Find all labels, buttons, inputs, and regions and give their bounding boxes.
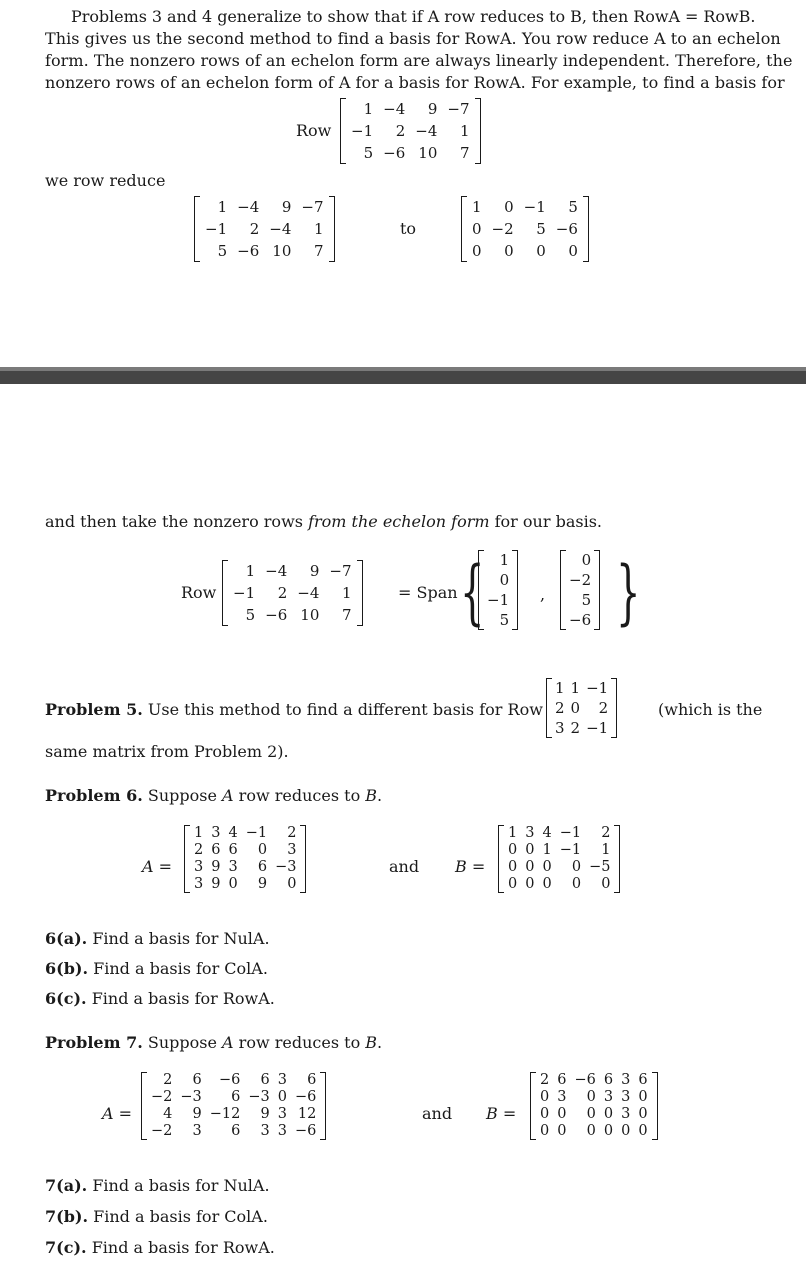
matrix-entry: 0 (472, 220, 482, 238)
original-matrix (194, 196, 335, 262)
matrix-entry: 6 (211, 842, 221, 858)
matrix-entry: 1 (601, 842, 611, 858)
matrix-entry: 1 (459, 122, 470, 140)
intro-line-2: This gives us the second method to find a basis for RowA. You row reduce A to an echelon (45, 29, 781, 48)
matrix-entry: −6 (265, 606, 288, 624)
matrix-entry: 3 (621, 1106, 631, 1122)
matrix-entry: −3 (180, 1089, 202, 1105)
matrix-entry: 6 (638, 1072, 648, 1088)
vector-entry: −2 (569, 571, 592, 589)
matrix-entry: −1 (351, 122, 374, 140)
matrix-entry: 0 (525, 842, 535, 858)
matrix-entry: 2 (601, 825, 611, 841)
matrix-entry: 0 (536, 242, 546, 260)
matrix-entry: 0 (287, 876, 297, 892)
matrix-entry: 7 (313, 242, 324, 260)
vector-entry: 1 (499, 551, 510, 569)
matrix-entry: 0 (603, 1123, 614, 1139)
problem5-line2: same matrix from Problem 2). (45, 742, 289, 761)
matrix-entry: 2 (194, 842, 204, 858)
matrix-entry: 1 (542, 842, 552, 858)
problem5-matrix (546, 678, 617, 738)
intro-line-1: Problems 3 and 4 generalize to show that if A row reduces to B, then RowA = RowB. (71, 7, 756, 26)
matrix-entry: 1 (194, 825, 204, 841)
matrix-row (190, 859, 300, 876)
matrix-entry: 0 (257, 842, 268, 858)
matrix-entry: 1 (341, 584, 352, 602)
matrix-entry: 3 (603, 1089, 614, 1105)
we-row-reduce-text: we row reduce (45, 171, 166, 190)
matrix-entry: 4 (542, 825, 552, 841)
matrix-entry: 10 (272, 242, 292, 260)
problem7-part-a: 7(a). Find a basis for NulA. (45, 1176, 270, 1195)
vector-row (484, 570, 512, 590)
problem6-part-b: 6(b). Find a basis for ColA. (45, 959, 268, 978)
matrix-entry: 0 (277, 1089, 287, 1105)
matrix-entry: 0 (571, 876, 582, 892)
echelon-matrix (461, 196, 589, 262)
matrix-row (228, 560, 357, 582)
matrix-entry: 6 (228, 842, 238, 858)
matrix-entry: −3 (248, 1089, 270, 1105)
matrix-entry: 1 (217, 198, 228, 216)
matrix-entry: 0 (621, 1123, 631, 1139)
vector-row (484, 550, 512, 570)
matrix-row (147, 1123, 320, 1140)
matrix-row (467, 196, 583, 218)
problem7-part-c: 7(c). Find a basis for RowA. (45, 1238, 275, 1257)
matrix-entry: 0 (508, 876, 518, 892)
vector-entry: 0 (499, 571, 510, 589)
matrix-entry: 0 (472, 242, 482, 260)
matrix-entry: −7 (329, 562, 352, 580)
matrix-entry: −4 (383, 100, 406, 118)
problem7-part-b: 7(b). Find a basis for ColA. (45, 1207, 268, 1226)
matrix-row (552, 718, 611, 738)
matrix-entry: 0 (540, 1106, 550, 1122)
matrix-entry: 5 (217, 242, 228, 260)
matrix-row (190, 842, 300, 859)
matrix-entry: 0 (568, 242, 578, 260)
matrix-entry: −6 (237, 242, 260, 260)
matrix-entry: 2 (540, 1072, 550, 1088)
matrix-entry: 0 (638, 1106, 648, 1122)
matrix-entry: −7 (447, 100, 470, 118)
matrix-entry: −4 (265, 562, 288, 580)
matrix-entry: 9 (309, 562, 320, 580)
matrix-entry: 3 (555, 719, 565, 737)
matrix-entry: 1 (363, 100, 374, 118)
matrix-entry: −3 (275, 859, 297, 875)
right-brace: } (616, 551, 641, 633)
matrix-entry: 1 (555, 679, 565, 697)
matrix-entry: −4 (269, 220, 292, 238)
matrix-entry: 3 (277, 1123, 287, 1139)
matrix-entry: 1 (570, 679, 581, 697)
matrix-row (228, 604, 357, 626)
matrix-entry: 0 (570, 699, 581, 717)
problem7-matrix-a (141, 1072, 326, 1140)
row-label: Row (296, 121, 332, 140)
problem7-statement: Problem 7. Suppose A row reduces to B. (45, 1033, 383, 1052)
vector-row (566, 590, 594, 610)
matrix-row (504, 876, 614, 893)
matrix-entry: 0 (586, 1106, 596, 1122)
span-row-matrix (222, 560, 363, 626)
problem6-matrix-b (498, 825, 620, 893)
matrix-row (346, 98, 475, 120)
matrix-entry: −1 (559, 825, 582, 841)
matrix-entry: −6 (294, 1089, 317, 1105)
matrix-entry: 5 (568, 198, 578, 216)
matrix-entry: −6 (383, 144, 406, 162)
matrix-entry: −1 (586, 719, 609, 737)
matrix-entry: −1 (233, 584, 256, 602)
matrix-entry: 0 (542, 859, 552, 875)
problem6-part-a: 6(a). Find a basis for NulA. (45, 929, 270, 948)
matrix-row (190, 876, 300, 893)
matrix-entry: −4 (237, 198, 260, 216)
matrix-entry: 3 (192, 1123, 202, 1139)
matrix-entry: 3 (287, 842, 297, 858)
matrix-entry: 0 (525, 859, 535, 875)
problem5-tail: (which is the (658, 700, 763, 719)
intro-line-3: form. The nonzero rows of an echelon form are always linearly independent. Therefore, the (45, 51, 793, 70)
matrix-entry: 2 (395, 122, 406, 140)
matrix-entry: 12 (297, 1106, 317, 1122)
matrix-entry: 5 (245, 606, 256, 624)
problem7-and: and (422, 1104, 453, 1123)
matrix-entry: 2 (163, 1072, 173, 1088)
matrix-entry: 7 (341, 606, 352, 624)
vector-row (566, 570, 594, 590)
matrix-entry: 0 (504, 242, 514, 260)
problem7-b-eq: B = (486, 1104, 517, 1123)
matrix-entry: 3 (194, 876, 204, 892)
vector-entry: 5 (499, 611, 510, 629)
matrix-entry: 2 (287, 825, 297, 841)
matrix-entry: 4 (228, 825, 238, 841)
matrix-row (504, 825, 614, 842)
matrix-entry: 3 (525, 825, 535, 841)
matrix-entry: 6 (231, 1089, 241, 1105)
matrix-entry: −4 (415, 122, 438, 140)
matrix-entry: −2 (151, 1123, 173, 1139)
span-vector-2 (560, 550, 600, 630)
matrix-entry: 9 (281, 198, 292, 216)
matrix-row (467, 218, 583, 240)
problem6-and: and (389, 857, 420, 876)
matrix-entry: 0 (542, 876, 552, 892)
matrix-entry: −1 (586, 679, 609, 697)
matrix-entry: 0 (586, 1123, 596, 1139)
matrix-entry: 0 (557, 1123, 567, 1139)
matrix-row (147, 1072, 320, 1089)
problem6-b-eq: B = (455, 857, 486, 876)
matrix-entry: 0 (540, 1089, 550, 1105)
matrix-row (536, 1123, 652, 1140)
matrix-entry: −1 (559, 842, 582, 858)
matrix-entry: 2 (555, 699, 565, 717)
matrix-entry: −1 (205, 220, 228, 238)
intro-paragraph (45, 6, 793, 94)
matrix-entry: 9 (260, 1106, 270, 1122)
matrix-entry: 9 (427, 100, 438, 118)
problem7-matrix-b (530, 1072, 658, 1140)
matrix-entry: 2 (277, 584, 288, 602)
matrix-entry: 4 (163, 1106, 173, 1122)
matrix-entry: 0 (540, 1123, 550, 1139)
matrix-entry: 3 (228, 859, 238, 875)
matrix-entry: 6 (603, 1072, 614, 1088)
vector-entry: 5 (581, 591, 592, 609)
to-word: to (400, 219, 417, 238)
vector-row (484, 590, 512, 610)
vector-entry: 0 (581, 551, 592, 569)
and-then-sentence: and then take the nonzero rows from the echelon form for our basis. (45, 512, 602, 531)
matrix-entry: 0 (571, 859, 582, 875)
matrix-row (147, 1106, 320, 1123)
matrix-entry: 9 (211, 876, 221, 892)
problem6-a-eq: A = (142, 857, 173, 876)
matrix-row (504, 859, 614, 876)
problem6-label: Problem 6. (45, 786, 143, 805)
matrix-entry: 7 (459, 144, 470, 162)
matrix-entry: 5 (536, 220, 546, 238)
matrix-entry: 6 (557, 1072, 567, 1088)
vector-entry: −6 (569, 611, 592, 629)
matrix-entry: 6 (231, 1123, 241, 1139)
matrix-entry: −1 (245, 825, 268, 841)
problem6-statement: Problem 6. Suppose A row reduces to B. (45, 786, 383, 805)
problem7-label: Problem 7. (45, 1033, 143, 1052)
vector-row (566, 610, 594, 630)
matrix-entry: 5 (363, 144, 374, 162)
matrix-row (200, 196, 329, 218)
matrix-entry: 1 (472, 198, 482, 216)
matrix-row (504, 842, 614, 859)
matrix-entry: 0 (508, 859, 518, 875)
matrix-entry: 0 (603, 1106, 614, 1122)
matrix-entry: 3 (621, 1072, 631, 1088)
matrix-entry: 6 (307, 1072, 317, 1088)
matrix-row (147, 1089, 320, 1106)
matrix-entry: 0 (508, 842, 518, 858)
matrix-entry: 9 (257, 876, 268, 892)
matrix-entry: 6 (192, 1072, 202, 1088)
matrix-row (228, 582, 357, 604)
matrix-entry: −6 (218, 1072, 241, 1088)
matrix-entry: 10 (300, 606, 320, 624)
matrix-entry: 2 (598, 699, 609, 717)
matrix-entry: −5 (589, 859, 611, 875)
matrix-entry: 9 (192, 1106, 202, 1122)
problem6-matrix-a (184, 825, 306, 893)
example-matrix (340, 98, 481, 164)
matrix-row (190, 825, 300, 842)
matrix-entry: 3 (211, 825, 221, 841)
matrix-entry: −4 (297, 584, 320, 602)
span-equals: = Span (398, 583, 458, 602)
span-comma: , (540, 585, 546, 604)
matrix-entry: 1 (508, 825, 518, 841)
matrix-entry: 1 (245, 562, 256, 580)
vector-entry: −1 (487, 591, 510, 609)
matrix-row (536, 1089, 652, 1106)
matrix-entry: −12 (209, 1106, 241, 1122)
span-vector-1 (478, 550, 518, 630)
matrix-entry: 2 (249, 220, 260, 238)
page-divider (0, 371, 806, 384)
matrix-row (346, 120, 475, 142)
matrix-entry: 9 (211, 859, 221, 875)
matrix-entry: 0 (228, 876, 238, 892)
matrix-entry: −1 (523, 198, 546, 216)
intro-line-4: nonzero rows of an echelon form of A for a basis for RowA. For example, to find a basis for (45, 73, 785, 92)
matrix-entry: 0 (557, 1106, 567, 1122)
matrix-entry: −6 (555, 220, 578, 238)
matrix-entry: 0 (525, 876, 535, 892)
matrix-entry: 6 (260, 1072, 270, 1088)
matrix-entry: 6 (257, 859, 268, 875)
matrix-row (200, 240, 329, 262)
matrix-row (552, 678, 611, 698)
matrix-entry: 3 (194, 859, 204, 875)
matrix-row (467, 240, 583, 262)
matrix-row (536, 1106, 652, 1123)
matrix-row (346, 142, 475, 164)
matrix-entry: 3 (277, 1106, 287, 1122)
problem5-label: Problem 5. (45, 700, 143, 719)
matrix-entry: −2 (491, 220, 514, 238)
matrix-entry: −6 (294, 1123, 317, 1139)
matrix-entry: 0 (586, 1089, 596, 1105)
matrix-entry: 0 (638, 1123, 648, 1139)
matrix-entry: 3 (621, 1089, 631, 1105)
problem5-statement: Problem 5. Use this method to find a different basis for Row (45, 700, 543, 719)
matrix-entry: 3 (277, 1072, 287, 1088)
vector-row (566, 550, 594, 570)
matrix-row (536, 1072, 652, 1089)
problem6-part-c: 6(c). Find a basis for RowA. (45, 989, 275, 1008)
matrix-entry: 0 (601, 876, 611, 892)
row-label-2: Row (181, 583, 217, 602)
matrix-row (552, 698, 611, 718)
matrix-entry: −2 (151, 1089, 173, 1105)
matrix-entry: 0 (638, 1089, 648, 1105)
left-brace: { (460, 551, 485, 633)
matrix-entry: 3 (260, 1123, 270, 1139)
matrix-entry: 10 (418, 144, 438, 162)
matrix-entry: 1 (313, 220, 324, 238)
matrix-row (200, 218, 329, 240)
vector-row (484, 610, 512, 630)
matrix-entry: 2 (570, 719, 581, 737)
matrix-entry: −6 (574, 1072, 596, 1088)
matrix-entry: 0 (504, 198, 514, 216)
matrix-entry: −7 (301, 198, 324, 216)
matrix-entry: 3 (557, 1089, 567, 1105)
problem7-a-eq: A = (102, 1104, 133, 1123)
